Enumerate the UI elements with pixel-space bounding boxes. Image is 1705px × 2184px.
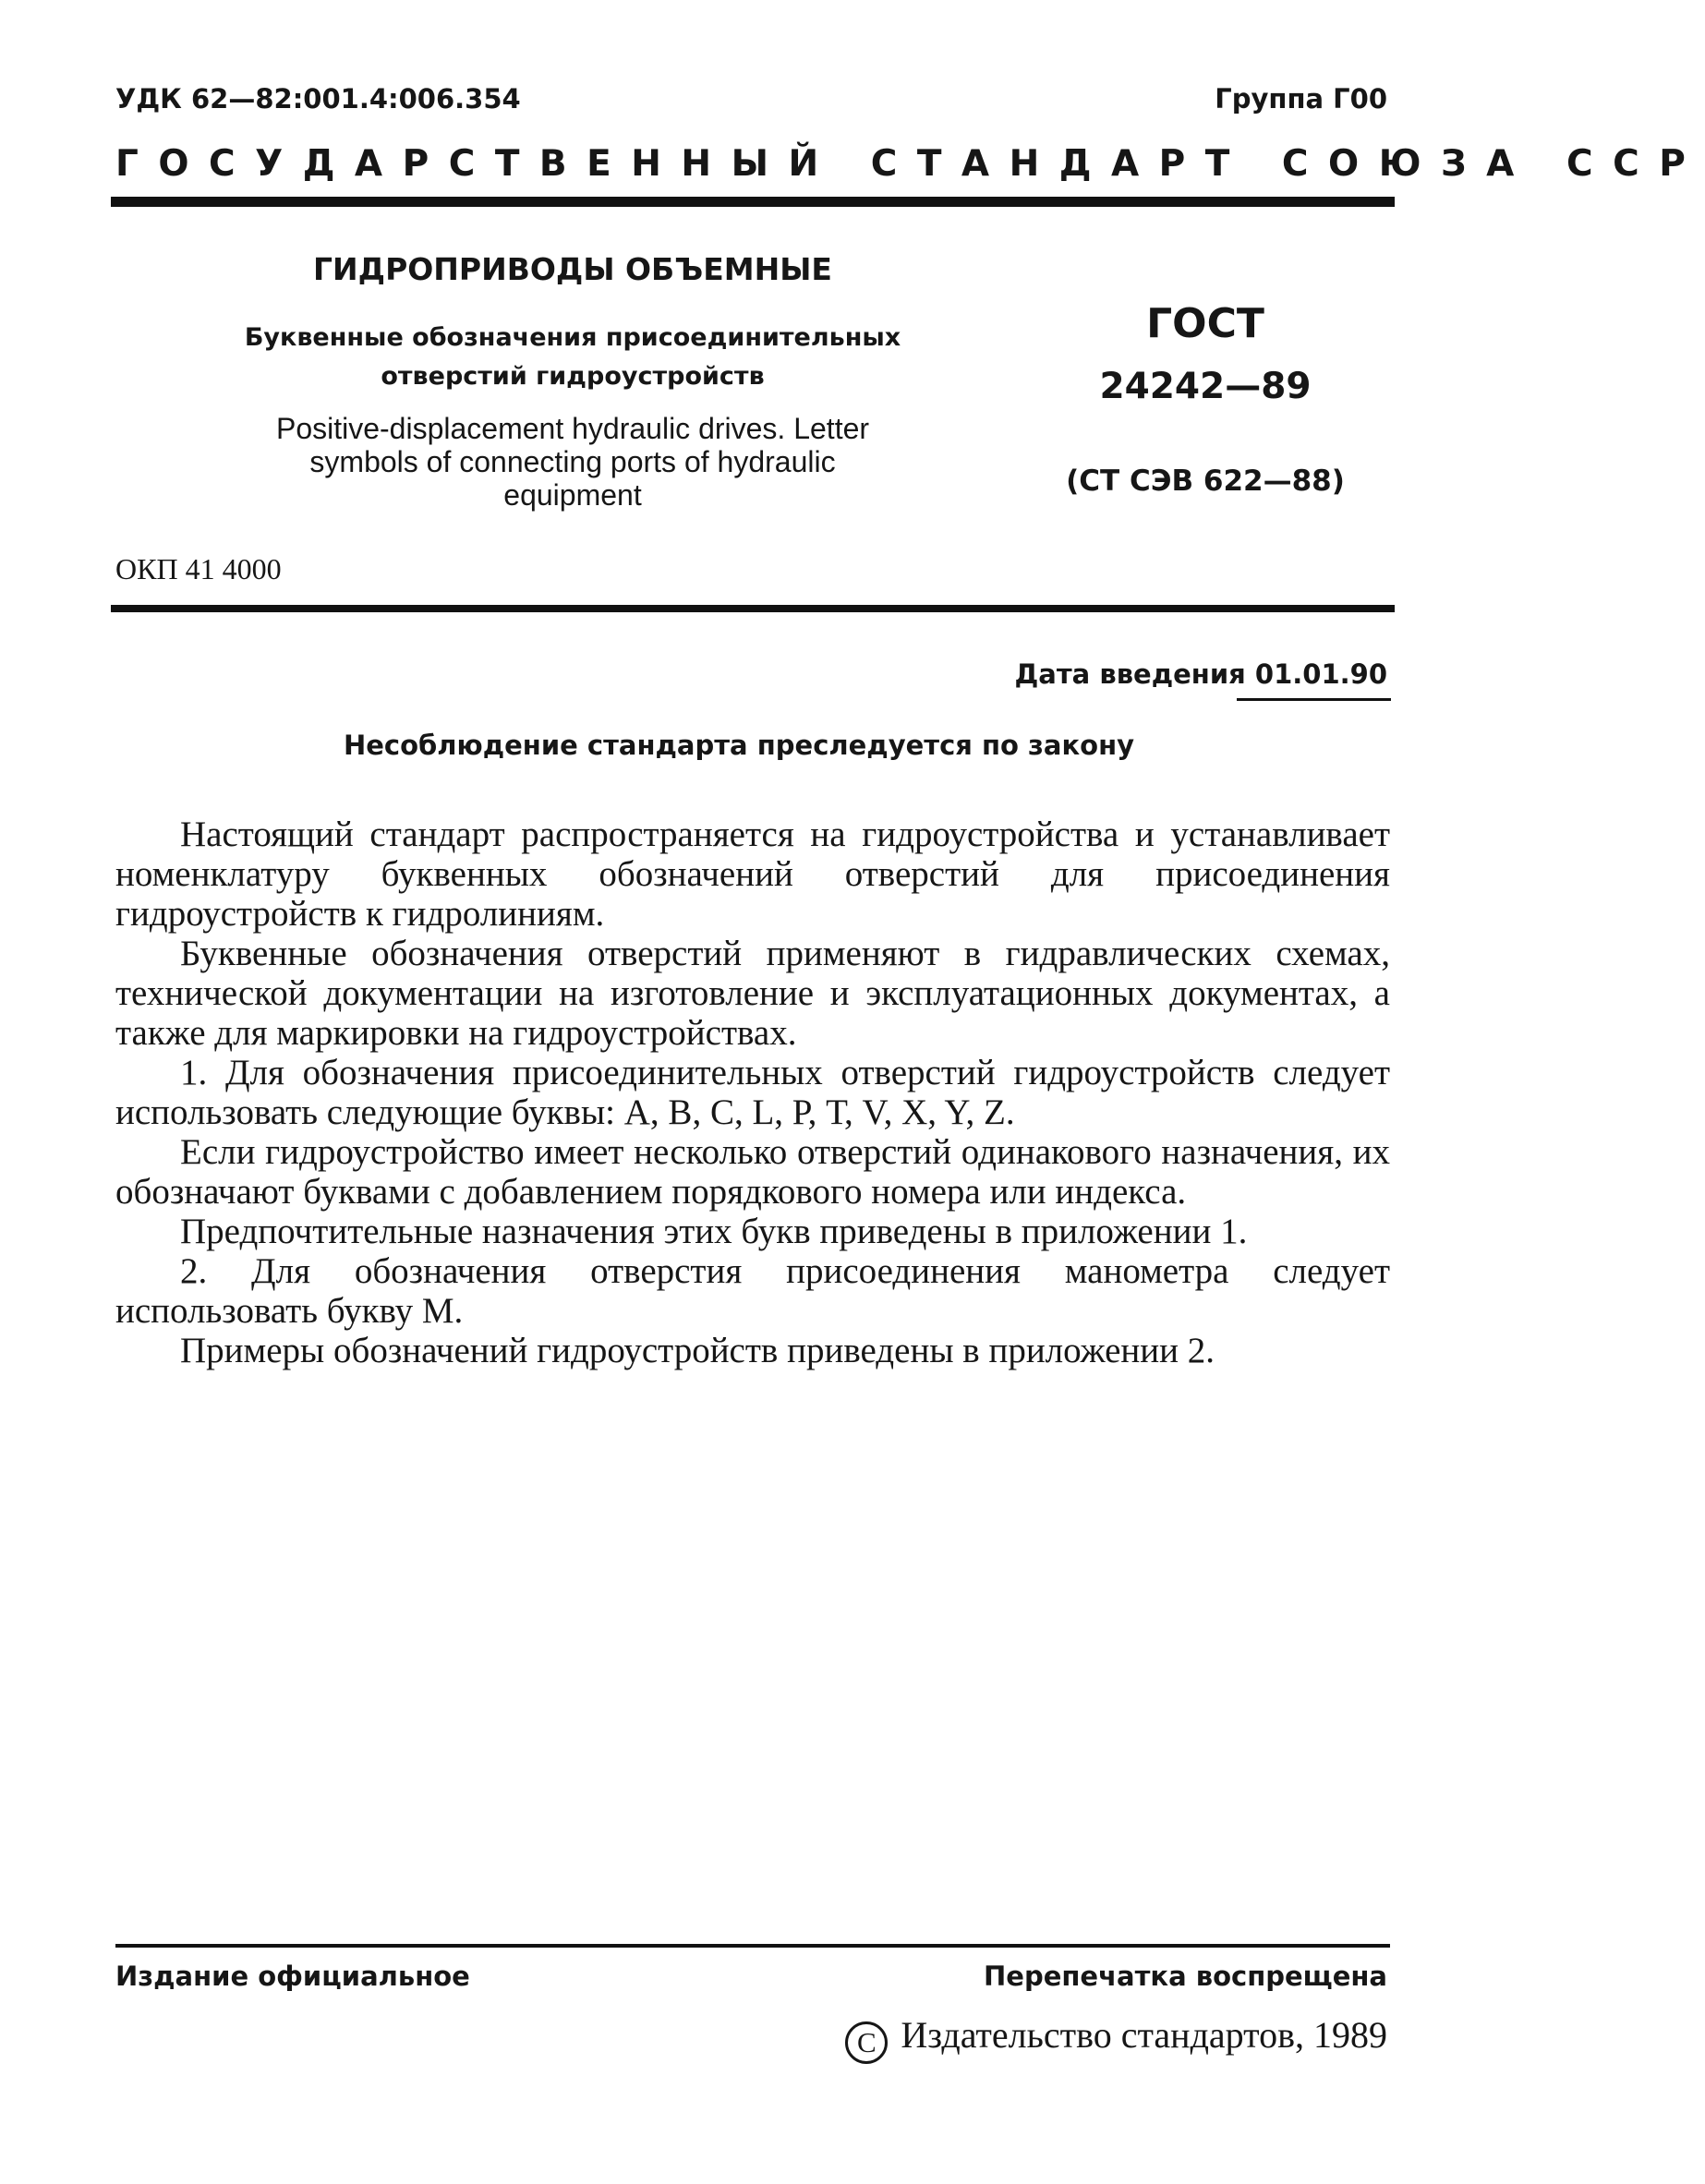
group-code: Группа Г00 <box>1215 83 1387 115</box>
copyright-icon: C <box>845 2021 888 2064</box>
okp-code: ОКП 41 4000 <box>115 552 282 585</box>
english-title-line-2: symbols of connecting ports of hydraulic <box>309 445 836 478</box>
paragraph-2: Буквенные обозначения отверстий применяют в гидравлических схемах, технической документации на изготовление и эксплуатационных документах, а также для маркировки на гидроустройствах. <box>115 934 1390 1053</box>
introduction-date-label: Дата введения <box>1014 658 1246 690</box>
law-notice: Несоблюдение стандарта преследуется по закону <box>343 730 1135 761</box>
paragraph-3: 1. Для обозначения присоединительных отверстий гидроустройств следует использовать следующие буквы: А, В, С, L, Р, Т, V, X, Y, Z. <box>115 1053 1390 1132</box>
paragraph-5: Предпочтительные назначения этих букв приведены в приложении 1. <box>180 1212 1248 1251</box>
paragraph-6: 2. Для обозначения отверстия присоединения манометра следует использовать букву М. <box>115 1251 1390 1331</box>
english-title-line-1: Positive-displacement hydraulic drives. Letter <box>275 412 870 445</box>
document-subtitle <box>222 319 924 396</box>
bottom-divider <box>115 1944 1390 1948</box>
gost-label: ГОСТ <box>1146 300 1264 347</box>
cmea-standard: (СТ СЭВ 622—88) <box>1066 465 1345 498</box>
reprint-notice: Перепечатка воспрещена <box>984 1961 1387 1992</box>
paragraph-4: Если гидроустройство имеет несколько отверстий одинакового назначения, их обозначают буквами с добавлением порядкового номера или индекса. <box>115 1132 1390 1212</box>
document-title: ГИДРОПРИВОДЫ ОБЪЕМНЫЕ <box>313 251 832 287</box>
copyright <box>845 2013 1387 2064</box>
body-text <box>115 814 1390 1370</box>
top-divider <box>111 197 1395 207</box>
gost-number: 24242—89 <box>1099 366 1312 407</box>
copyright-text: Издательство стандартов, 1989 <box>901 2014 1387 2056</box>
official-edition: Издание официальное <box>115 1961 470 1992</box>
introduction-date <box>1014 658 1387 690</box>
middle-divider <box>111 605 1395 612</box>
paragraph-1: Настоящий стандарт распространяется на гидроустройства и устанавливает номенклатуру буквенных обозначений отверстий для присоединения гидроустройств к гидролиниям. <box>115 814 1390 934</box>
subtitle-line-1: Буквенные обозначения присоединительных <box>244 323 901 352</box>
introduction-date-value: 01.01.90 <box>1254 658 1387 690</box>
state-standard-heading: ГОСУДАРСТВЕННЫЙ СТАНДАРТ СОЮЗА ССР <box>115 143 1705 185</box>
subtitle-line-2: отверстий гидроустройств <box>381 362 765 391</box>
english-title <box>222 412 924 512</box>
paragraph-7: Примеры обозначений гидроустройств приведены в приложении 2. <box>180 1331 1215 1370</box>
udk-code: УДК 62—82:001.4:006.354 <box>115 83 521 115</box>
english-title-line-3: equipment <box>503 478 642 512</box>
